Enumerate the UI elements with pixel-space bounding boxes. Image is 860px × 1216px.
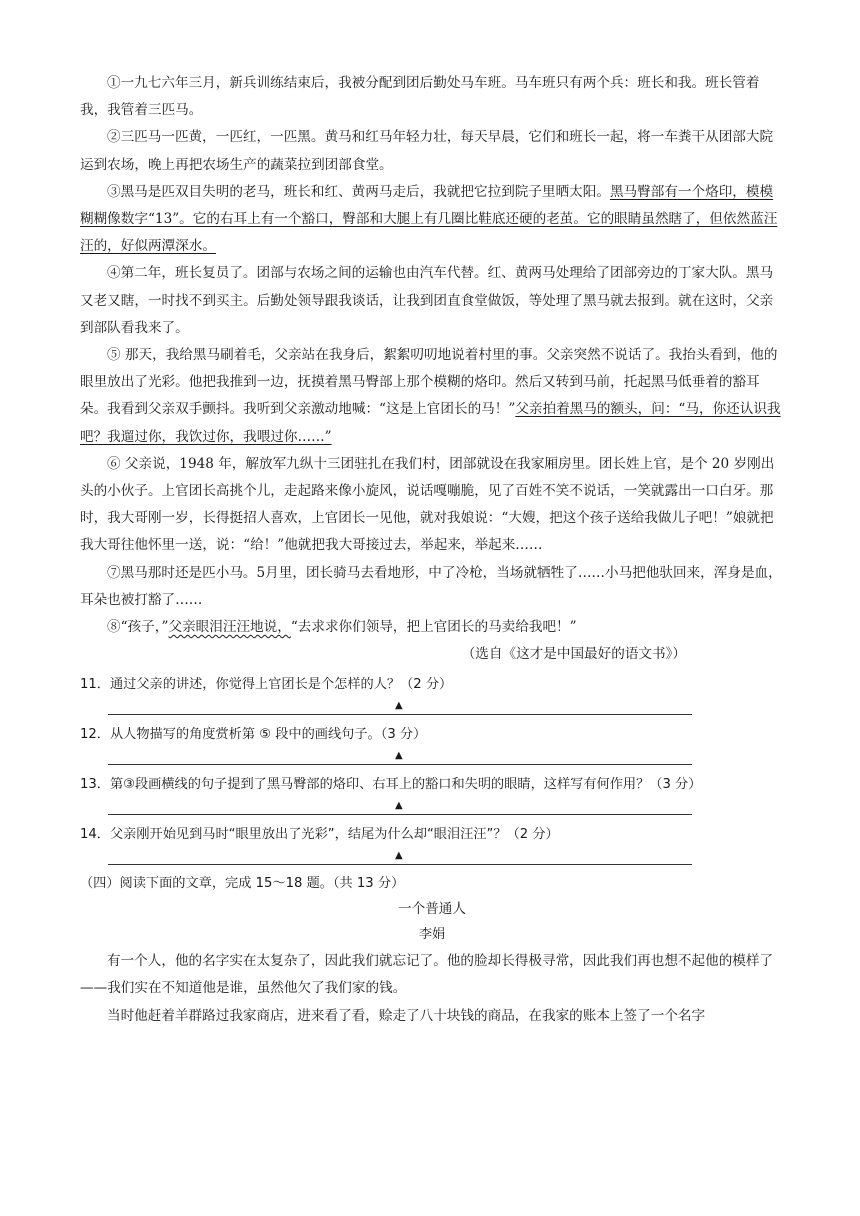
answer-line-13[interactable] bbox=[108, 796, 692, 818]
story-paragraph-1: ①一九七六年三月，新兵训练结束后，我被分配到团后勤处马车班。马车班只有两个兵：班长和我。班长管着我，我管着三匹马。 bbox=[80, 75, 760, 119]
article-author: 李娟 bbox=[418, 927, 446, 943]
story-paragraph-6: ⑥ 父亲说，1948 年，解放军九纵十三团驻扎在我们村，团部就设在我家厢房里。团长姓上官，是个 20 岁刚出头的小伙子。上官团长高挑个儿，走起路来像小旋风，说话嘎嘣脆，见了百姓不笑不说话，一笑就露出一口白牙。那时，我大哥刚一岁，长得挺招人喜欢，上官团长一见他，就对我娘说：“大嫂，把这个孩子送给我做儿子吧！”娘就把我大哥往他怀里一送，说：“给！”他就把我大哥接过去，举起来，举起来…… bbox=[80, 455, 775, 554]
wavy-underlined-phrase: 父亲眼泪汪汪地说， bbox=[168, 619, 291, 636]
answer-marker: ▲ bbox=[395, 700, 403, 712]
answer-marker: ▲ bbox=[395, 750, 403, 762]
underlined-sentence-p5: 父亲拍着黑马的额头，问：“马，你还认识我吧？我遛过你，我饮过你，我喂过你……” bbox=[80, 401, 781, 445]
story-paragraph-4: ④第二年，班长复员了。团部与农场之间的运输也由汽车代替。红、黄两马处理给了团部旁边的丁家大队。黑马又老又瞎，一时找不到买主。后勤处领导跟我谈话，让我到团直食堂做饭，等处理了黑马就去报到。就在这时，父亲到部队看我来了。 bbox=[80, 265, 774, 336]
article-title: 一个普通人 bbox=[398, 901, 466, 918]
story-paragraph-8: ⑧“孩子，”父亲眼泪汪汪地说，“去求求你们领导，把上官团长的马卖给我吧！” bbox=[107, 619, 577, 636]
article-paragraph-1: 有一个人，他的名字实在太复杂了，因此我们就忘记了。他的脸却长得极寻常，因此我们再也想不起他的模样了——我们实在不知道他是谁，虽然他欠了我们家的钱。 bbox=[80, 953, 774, 997]
question-14: 14．父亲刚开始见到马时“眼里放出了光彩”，结尾为什么却“眼泪汪汪”？（2 分） bbox=[80, 827, 559, 843]
answer-marker: ▲ bbox=[395, 800, 403, 812]
answer-line-14[interactable] bbox=[108, 846, 692, 868]
question-12: 12．从人物描写的角度赏析第 ⑤ 段中的画线句子。（3 分） bbox=[80, 727, 427, 743]
question-13: 13．第③段画横线的句子提到了黑马臀部的烙印、右耳上的豁口和失明的眼睛，这样写有何作用？（3 分） bbox=[80, 777, 702, 793]
answer-line-11[interactable] bbox=[108, 696, 692, 718]
story-paragraph-2: ②三匹马一匹黄，一匹红，一匹黑。黄马和红马年轻力壮，每天早晨，它们和班长一起，将一车粪干从团部大院运到农场，晚上再把农场生产的蔬菜拉到团部食堂。 bbox=[80, 129, 774, 173]
question-11: 11．通过父亲的讲述，你觉得上官团长是个怎样的人？（2 分） bbox=[80, 677, 453, 693]
story-paragraph-3: ③黑马是匹双目失明的老马，班长和红、黄两马走后，我就把它拉到院子里晒太阳。黑马臀部有一个烙印，模模糊糊像数字“13”。它的右耳上有一个豁口，臀部和大腿上有几圈比鞋底还硬的老茧。它的眼睛虽然瞎了，但依然蓝汪汪的，好似两潭深水。 bbox=[80, 183, 778, 255]
underlined-sentence-p3: 黑马臀部有一个烙印，模模糊糊像数字“13”。它的右耳上有一个豁口，臀部和大腿上有几圈比鞋底还硬的老茧。它的眼睛虽然瞎了，但依然蓝汪汪的，好似两潭深水。 bbox=[80, 183, 778, 255]
story-paragraph-7: ⑦黑马那时还是匹小马。5月里，团长骑马去看地形，中了冷枪，当场就牺牲了……小马把他驮回来，浑身是血，耳朵也被打豁了…… bbox=[80, 564, 782, 608]
story-paragraph-5: ⑤ 那天，我给黑马刷着毛，父亲站在我身后，絮絮叨叨地说着村里的事。父亲突然不说话了。我抬头看到，他的眼里放出了光彩。他把我推到一边，抚摸着黑马臀部上那个模糊的烙印。然后又转到马前，托起黑马低垂着的豁耳朵。我看到父亲双手颤抖。我听到父亲激动地喊：“这是上官团长的马！”父亲拍着黑马的额头，问：“马，你还认识我吧？我遛过你，我饮过你，我喂过你……” bbox=[80, 347, 781, 445]
story-source: （选自《这才是中国最好的语文书》） bbox=[461, 646, 686, 663]
exam-page bbox=[80, 70, 784, 1030]
article-paragraph-2: 当时他赶着羊群路过我家商店，进来看了看，赊走了八十块钱的商品，在我家的账本上签了一个名字 bbox=[107, 1007, 706, 1024]
section-4-header: （四）阅读下面的文章，完成 15～18 题。（共 13 分） bbox=[80, 876, 405, 892]
answer-marker: ▲ bbox=[395, 850, 403, 862]
answer-line-12[interactable] bbox=[108, 746, 692, 768]
